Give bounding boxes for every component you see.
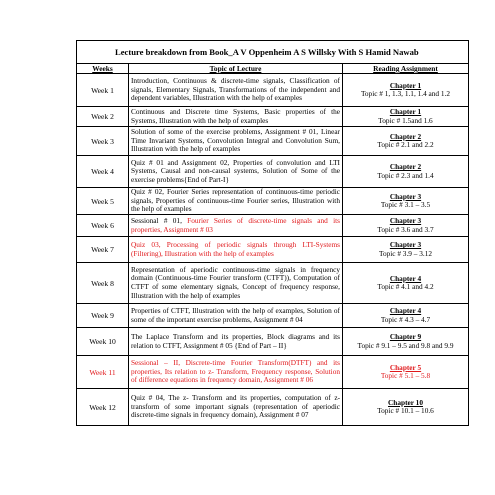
reading-cell — [343, 107, 469, 127]
reading-topics: Topic # 3.9 – 3.12 — [379, 248, 432, 258]
chapter-label: Chapter 1 — [389, 107, 422, 117]
topic-text: The Laplace Transform and its properties, Block diagrams and its relation to CTFT, Assignment # 05 {End of Part – II} — [131, 331, 340, 350]
reading-cell — [343, 188, 469, 215]
week-cell: Week 4 — [77, 156, 129, 188]
topic-text-highlighted: Fourier Series of discrete-time signals and its properties, Assignment # 03 — [131, 215, 341, 234]
reading-cell — [343, 304, 469, 328]
table-title: Lecture breakdown from Book_A V Oppenheim A S Willsky With S Hamid Nawab — [77, 41, 469, 64]
reading-cell — [343, 156, 469, 188]
reading-cell — [343, 356, 469, 389]
table-row — [77, 107, 469, 127]
chapter-label: Chapter 3 — [389, 191, 422, 201]
reading-topics: Topic # 1.5and 1.6 — [378, 115, 433, 125]
reading-cell — [343, 389, 469, 426]
header-reading: Reading Assignment — [343, 64, 469, 74]
chapter-label: Chapter 9 — [389, 332, 422, 342]
reading-cell — [343, 328, 469, 356]
week-cell: Week 3 — [77, 127, 129, 156]
topic-text: Quiz # 02, Fourier Series representation of continuous-time periodic signals, Properties of continuous-time Fourier series, Illustration with the help of examples — [131, 187, 340, 214]
topic-cell — [129, 389, 343, 426]
reading-topics: Topic # 3.1 – 3.5 — [380, 200, 431, 209]
chapter-label: Chapter 1 — [389, 80, 422, 90]
lecture-breakdown-table — [76, 40, 469, 426]
topic-cell — [129, 328, 343, 356]
chapter-label: Chapter 3 — [389, 240, 422, 250]
topic-text: Quiz 03, Processing of periodic signals through LTI-Systems (Filtering), Illustration with the help of examples — [131, 239, 340, 258]
table-row — [77, 356, 469, 389]
reading-cell — [343, 237, 469, 263]
topic-cell — [129, 263, 343, 304]
week-cell: Week 7 — [77, 237, 129, 263]
table-row — [77, 215, 469, 237]
topic-text: Continuous and Discrete time Systems, Basic properties of the Systems, Illustration with the help of examples — [131, 106, 340, 125]
reading-topics: Topic # 5.1 – 5.8 — [380, 371, 431, 380]
chapter-label: Chapter 4 — [389, 273, 422, 283]
topic-text: Solution of some of the exercise problems, Assignment # 01, Linear Time Invariant Systems, Convolution Integral and Convolution Sum, Illustration with the help of examples — [131, 127, 340, 154]
topic-text: Quiz # 04, The z- Transform and its properties, computation of z-transform of some important signals (representation of aperiodic discrete-time signals in frequency domain), Assignment # 07 — [131, 393, 340, 420]
topic-cell — [129, 237, 343, 263]
topic-cell — [129, 215, 343, 237]
topic-cell — [129, 74, 343, 107]
header-weeks: Weeks — [77, 64, 129, 74]
week-cell: Week 9 — [77, 304, 129, 328]
week-cell: Week 6 — [77, 215, 129, 237]
topic-text: Sessional – II, Discrete-time Fourier Transform(DTFT) and its properties, Its relation to z- Transform, Frequency response, Solution of difference equations in frequency domain, Assignment # 06 — [131, 358, 340, 385]
title-row — [77, 41, 469, 64]
table-row — [77, 156, 469, 188]
topic-text: Sessional # 01, — [131, 215, 188, 225]
topic-text: Properties of CTFT, Illustration with the help of examples, Solution of some of the important exercise problems, Assignment # 04 — [131, 305, 340, 324]
reading-topics: Topic # 4.1 and 4.2 — [377, 282, 434, 291]
topic-cell — [129, 107, 343, 127]
chapter-label: Chapter 4 — [389, 306, 422, 316]
reading-topics: Topic # 1, 1.3, 1.1, 1.4 and 1.2 — [360, 89, 451, 98]
week-cell: Week 5 — [77, 188, 129, 215]
table-row — [77, 127, 469, 156]
week-cell: Week 12 — [77, 389, 129, 426]
week-cell: Week 2 — [77, 107, 129, 127]
week-cell: Week 1 — [77, 74, 129, 107]
table-row — [77, 263, 469, 304]
chapter-label: Chapter 5 — [389, 362, 422, 372]
reading-topics: Topic # 10.1 – 10.6 — [377, 406, 434, 415]
reading-topics: Topic # 2.1 and 2.2 — [377, 140, 434, 149]
table-row — [77, 188, 469, 215]
reading-topics: Topic # 4.3 – 4.7 — [380, 314, 431, 324]
chapter-label: Chapter 3 — [389, 216, 422, 226]
topic-cell — [129, 127, 343, 156]
topic-cell — [129, 156, 343, 188]
header-topic: Topic of Lecture — [129, 64, 343, 74]
reading-cell — [343, 127, 469, 156]
table-row — [77, 237, 469, 263]
table-row — [77, 389, 469, 426]
topic-cell — [129, 304, 343, 328]
topic-cell — [129, 356, 343, 389]
reading-topics: Topic # 2.3 and 1.4 — [377, 170, 434, 180]
chapter-label: Chapter 2 — [389, 162, 422, 172]
reading-topics: Topic # 3.6 and 3.7 — [377, 224, 434, 234]
chapter-label: Chapter 2 — [389, 131, 422, 141]
topic-text: Quiz # 01 and Assignment 02, Properties of convolution and LTI Systems, Causal and non-causal systems, Solution of Some of the exercise problems{End of Part-I} — [131, 157, 340, 184]
table-row — [77, 328, 469, 356]
table-row — [77, 304, 469, 328]
reading-topics: Topic # 9.1 – 9.5 and 9.8 and 9.9 — [357, 340, 454, 350]
reading-cell — [343, 263, 469, 304]
topic-text: Introduction, Continuous & discrete-time signals, Classification of signals, Elementary Signals, Transformations of the independent and dependent variables, Illustration with the help of examples — [131, 76, 340, 103]
lecture-breakdown-document — [76, 40, 468, 426]
topic-cell — [129, 188, 343, 215]
week-cell: Week 11 — [77, 356, 129, 389]
reading-cell — [343, 74, 469, 107]
reading-cell — [343, 215, 469, 237]
week-cell: Week 10 — [77, 328, 129, 356]
header-row — [77, 64, 469, 74]
chapter-label: Chapter 10 — [388, 397, 423, 407]
week-cell: Week 8 — [77, 263, 129, 304]
topic-text: Representation of aperiodic continuous-time signals in frequency domain (Continuous-time Fourier transform (CTFT)), Computation of CTFT of some elementary signals, Concept of frequency response, Illustration with the help of examples — [131, 264, 340, 300]
table-row — [77, 74, 469, 107]
